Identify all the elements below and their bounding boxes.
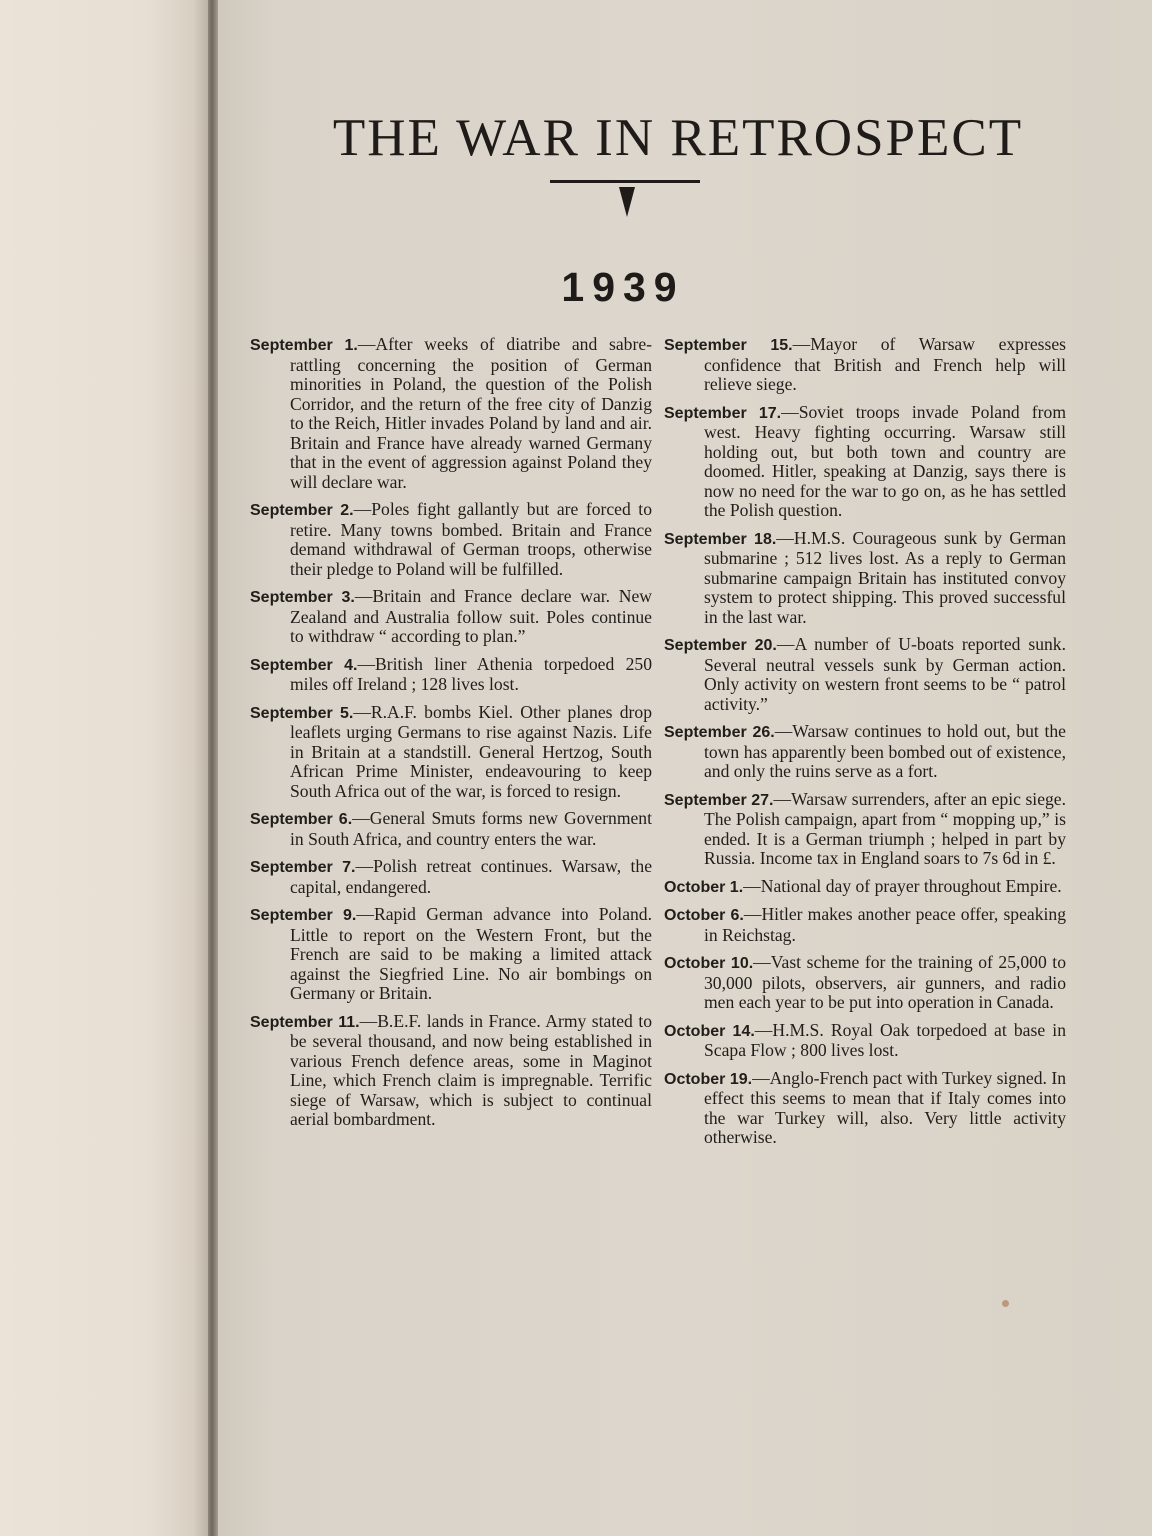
entry-date: September 27.: [664, 791, 774, 809]
entry-text: —Mayor of Warsaw expresses confidence that British and French help will relieve siege.: [704, 334, 1066, 394]
timeline-entry: [664, 722, 1066, 782]
entry-date: September 1.: [250, 337, 358, 354]
timeline-entry: [664, 635, 1066, 714]
entry-text: —B.E.F. lands in France. Army stated to be several thousand, and now being established in various French defence areas, some in Maginot Line, which French claim is impregnable. Terrific siege of Warsaw, which is subject to continual aerial bombardment.: [290, 1010, 652, 1129]
entry-text: —Polish retreat continues. Warsaw, the capital, endangered.: [290, 856, 652, 897]
timeline-entry: [664, 953, 1066, 1013]
entry-date: October 19.: [664, 1070, 753, 1088]
entry-date: September 11.: [250, 1013, 360, 1031]
timeline-entry: [664, 335, 1066, 395]
timeline-entry: [250, 500, 652, 579]
entry-text: —National day of prayer throughout Empire.: [743, 875, 1062, 896]
timeline-entry: [250, 587, 652, 647]
year-heading: 1939: [561, 264, 685, 310]
timeline-entry: [250, 809, 652, 849]
entry-text: —R.A.F. bombs Kiel. Other planes drop leaflets urging Germans to rise against Nazis. Life in Britain at a standstill. General Hertzog, South African Prime Minister, endeavouring to keep South Africa out of the war, is forced to resign.: [290, 701, 652, 801]
entry-date: September 26.: [664, 724, 775, 741]
timeline-entry: [664, 403, 1066, 521]
paper-stain: [1002, 1300, 1009, 1307]
entry-date: September 18.: [664, 530, 777, 548]
entry-text: —H.M.S. Courageous sunk by German submarine ; 512 lives lost. As a reply to German submarine campaign Britain has instituted convoy system to protect shipping. This proved successful in the last war.: [704, 527, 1066, 627]
entry-date: September 3.: [250, 589, 355, 606]
timeline-entry: [664, 1021, 1066, 1061]
entry-date: October 6.: [664, 907, 744, 924]
entry-date: September 7.: [250, 859, 356, 876]
timeline-entry: [664, 1069, 1066, 1148]
entry-date: September 17.: [664, 404, 782, 422]
timeline-entry: [664, 877, 1066, 898]
timeline-entry: [250, 1012, 652, 1130]
ornament-pointer-icon: [619, 187, 635, 217]
timeline-entry: [250, 703, 652, 802]
timeline-entry: [250, 857, 652, 897]
book-page: [218, 0, 1152, 1536]
entry-date: September 4.: [250, 656, 358, 674]
entry-text: —Warsaw surrenders, after an epic siege. The Polish campaign, apart from “ mopping up,” is ended. It is a German triumph ; helped in part by Russia. Income tax in England soars to 7s 6d in £.: [704, 788, 1067, 868]
entry-date: September 6.: [250, 811, 353, 828]
entry-text: —A number of U-boats reported sunk. Several neutral vessels sunk by German action. Only activity on western front seems to be “ patrol activity.”: [704, 634, 1066, 714]
entry-date: October 14.: [664, 1022, 755, 1040]
facing-blank-page: [0, 0, 210, 1536]
right-column: [664, 335, 1066, 1156]
entry-text: —Soviet troops invade Poland from west. Heavy fighting occurring. Warsaw still holding out, but both town and country are doomed. Hitler, speaking at Danzig, says there is now no need for the war to go on, as he has settled the Polish question.: [704, 401, 1066, 520]
timeline-entry: [250, 655, 652, 695]
entry-date: September 2.: [250, 502, 354, 519]
entry-date: September 15.: [664, 337, 793, 354]
entry-text: —Hitler makes another peace offer, speaking in Reichstag.: [704, 904, 1066, 945]
title-rule: [550, 180, 700, 183]
entry-text: —Warsaw continues to hold out, but the town has apparently been bombed out of existence, and only the ruins serve as a fort.: [704, 721, 1066, 781]
entry-date: October 10.: [664, 955, 754, 972]
entry-date: October 1.: [664, 878, 744, 896]
timeline-entry: [250, 335, 652, 492]
entry-date: September 5.: [250, 704, 354, 722]
entry-text: —Britain and France declare war. New Zealand and Australia follow suit. Poles continue to withdraw “ according to plan.”: [290, 586, 653, 646]
entry-date: September 20.: [664, 637, 777, 654]
entry-text: —Rapid German advance into Poland. Little to report on the Western Front, but the French are said to be making a limited attack against the Siegfried Line. No air bombings on Germany or Britain.: [290, 904, 652, 1003]
entry-text: —General Smuts forms new Government in South Africa, and country enters the war.: [290, 808, 652, 849]
timeline-entry: [250, 905, 652, 1004]
entry-text: —H.M.S. Royal Oak torpedoed at base in Scapa Flow ; 800 lives lost.: [704, 1019, 1066, 1060]
timeline-entry: [664, 905, 1066, 945]
entry-text: —After weeks of diatribe and sabre-rattling concerning the position of German minorities in Poland, the question of the Polish Corridor, and the return of the free city of Danzig to the Reich, Hitler invades Poland by land and air. Britain and France have already warned Germany that in the event of aggression against Poland they will declare war.: [290, 334, 652, 492]
page-title: THE WAR IN RETROSPECT: [332, 109, 1024, 167]
entry-date: September 9.: [250, 907, 357, 924]
entry-text: —British liner Athenia torpedoed 250 miles off Ireland ; 128 lives lost.: [290, 653, 653, 694]
entry-text: —Anglo-French pact with Turkey signed. In effect this seems to mean that if Italy comes into the war Turkey will, also. Very little activity otherwise.: [704, 1067, 1066, 1147]
timeline-entry: [664, 790, 1066, 869]
timeline-entry: [664, 529, 1066, 628]
entry-text: —Vast scheme for the training of 25,000 to 30,000 pilots, observers, air gunners, and radio men each year to be put into operation in Canada.: [704, 952, 1066, 1012]
entry-text: —Poles fight gallantly but are forced to retire. Many towns bombed. Britain and France demand withdrawal of German troops, otherwise their pledge to Poland will be fulfilled.: [290, 499, 652, 579]
book-gutter: [208, 0, 218, 1536]
left-column: [250, 335, 652, 1138]
